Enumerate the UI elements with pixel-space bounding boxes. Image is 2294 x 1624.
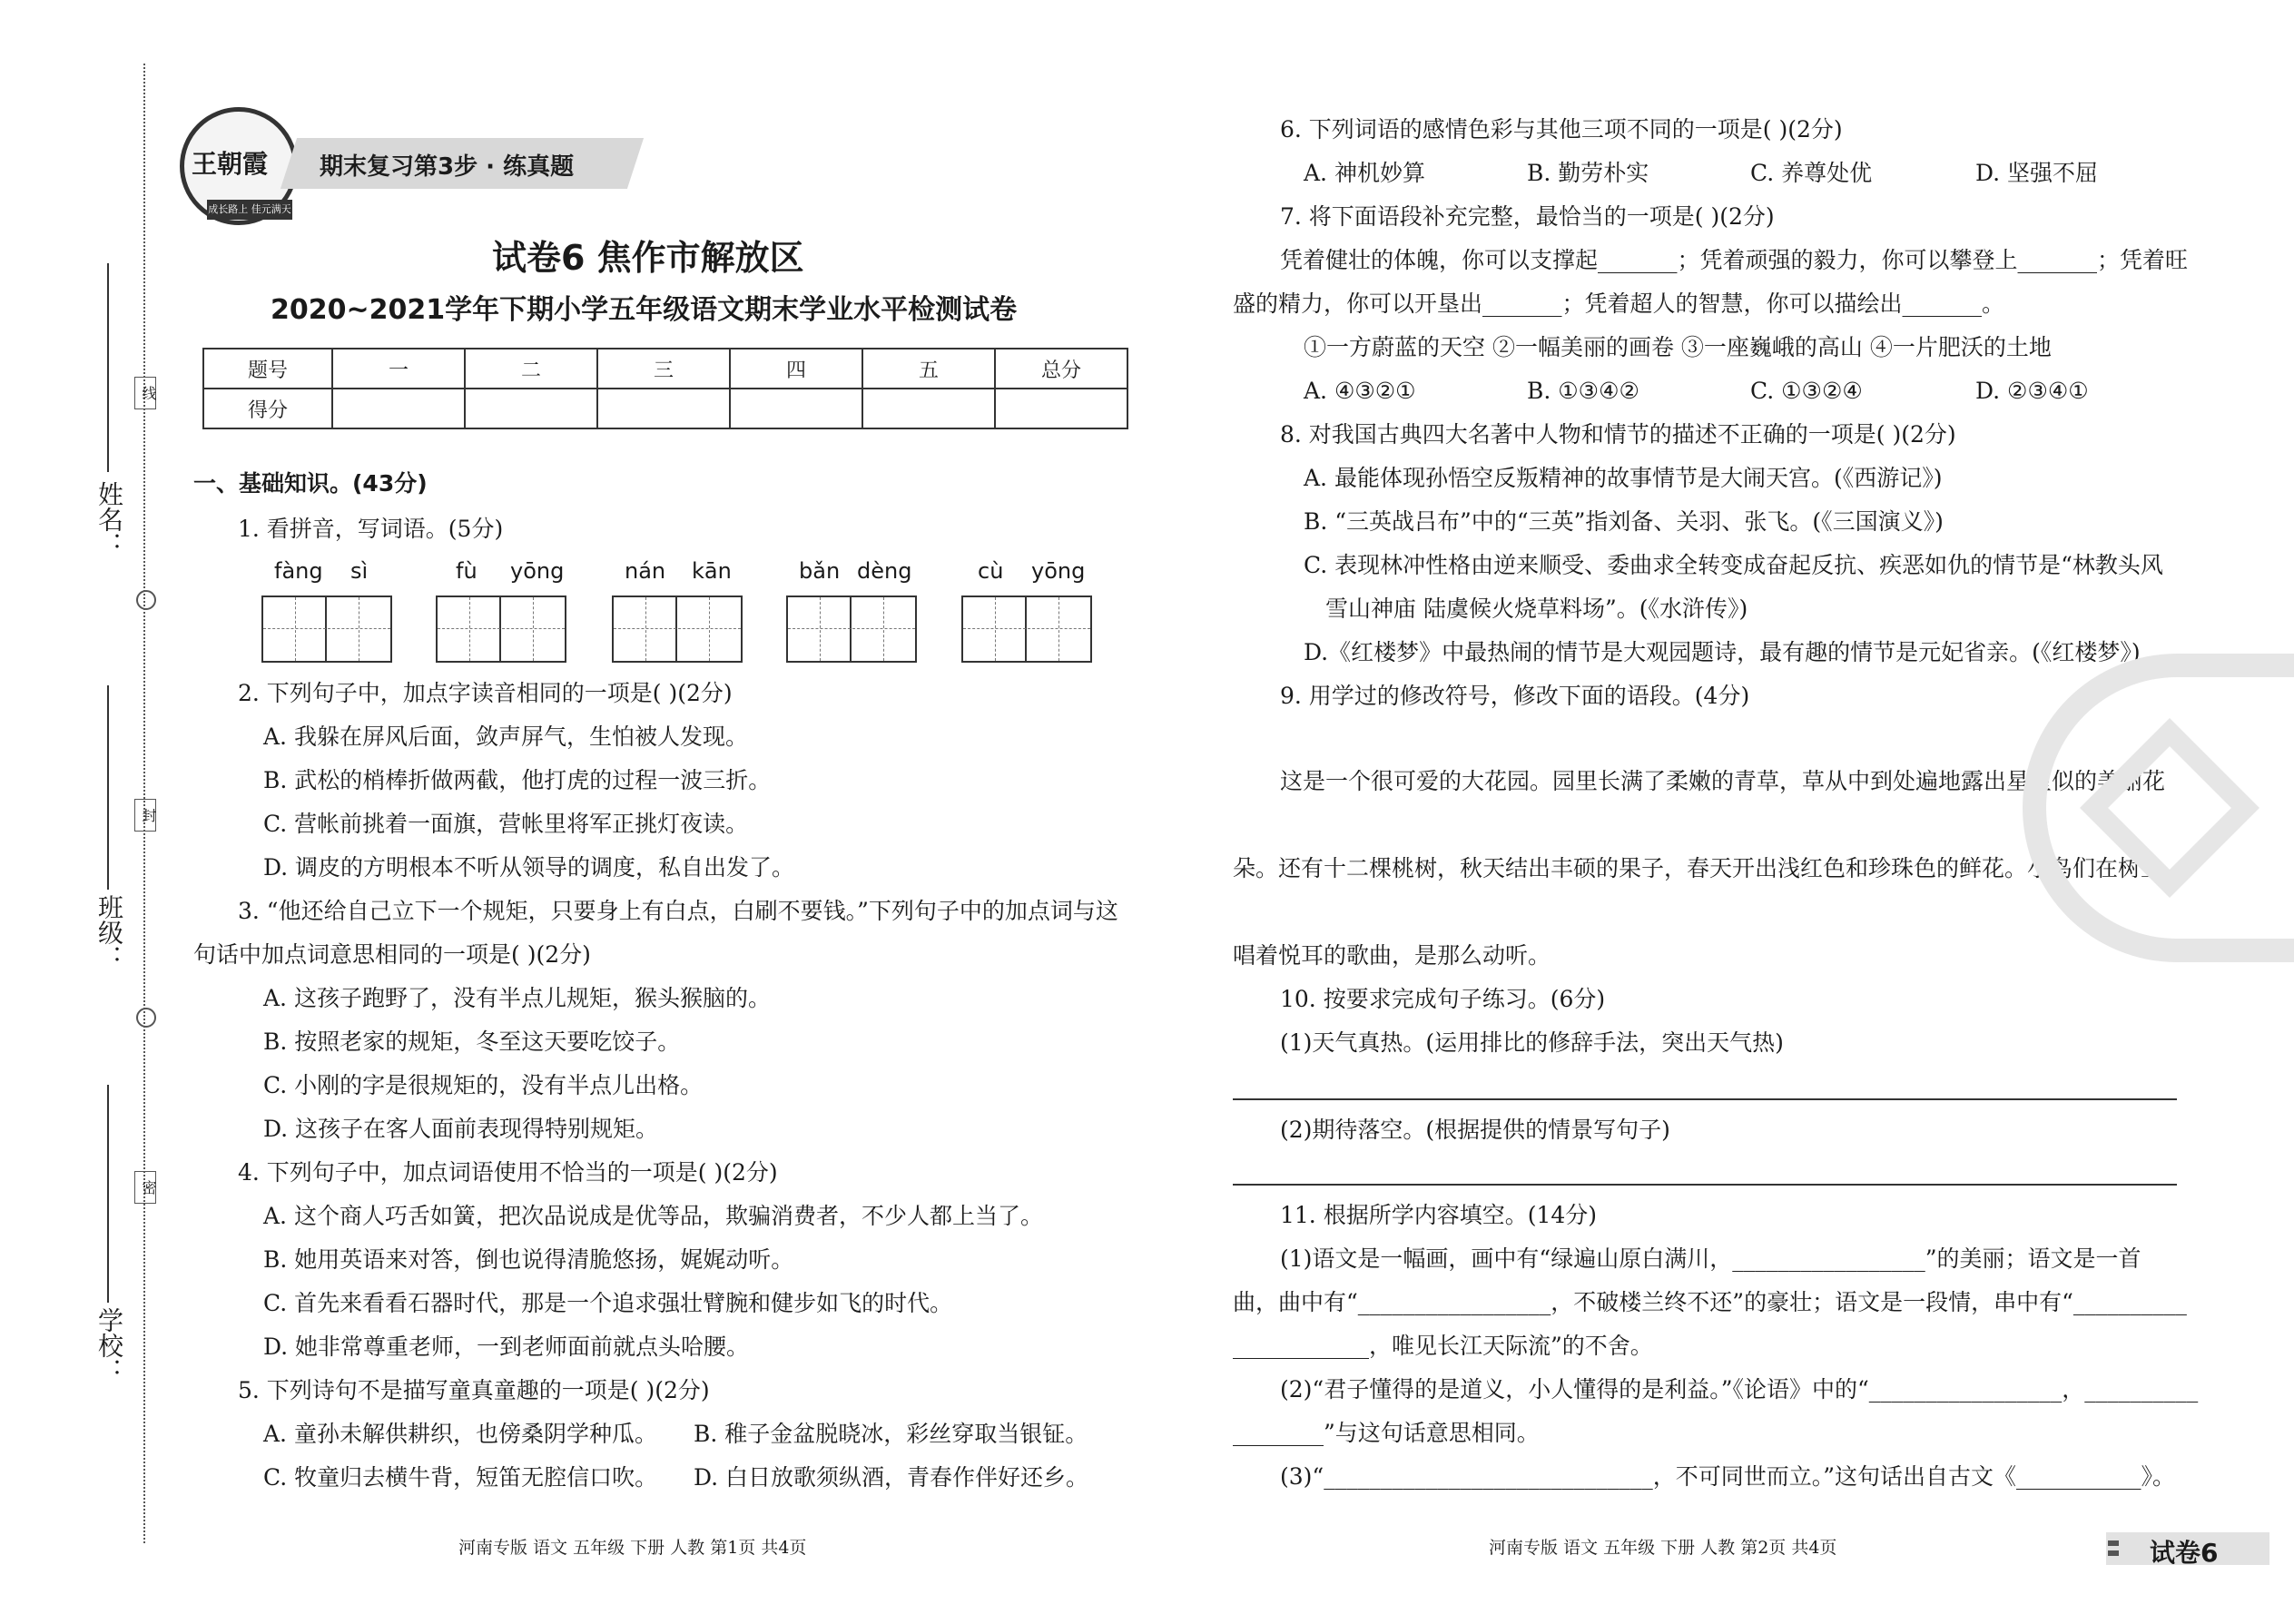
question-7: 7. 将下面语段补充完整，最恰当的一项是( )(2分) xyxy=(1280,203,1775,230)
question-2: 2. 下列句子中，加点字读音相同的一项是( )(2分) xyxy=(238,680,733,706)
option: C. 首先来看看石器时代，那是一个追求强壮臂腕和健步如飞的时代。 xyxy=(263,1290,953,1316)
option: C. 营帐前挑着一面旗，营帐里将军正挑灯夜读。 xyxy=(263,811,749,837)
binding-hole xyxy=(136,1008,156,1028)
paper-tag: 试卷6 xyxy=(2150,1538,2219,1568)
question-3: 3. “他还给自己立下一个规矩，只要身上有白点，白刷不要钱。”下列句子中的加点词与这 xyxy=(238,898,1118,924)
option: B. ①③④② xyxy=(1527,378,1639,404)
option: A. 童孙未解供耕织，也傍桑阴学种瓜。 xyxy=(263,1421,657,1447)
score-table-cell: 二 xyxy=(465,349,597,389)
answer-line[interactable] xyxy=(1233,1098,2177,1100)
pinyin: cù xyxy=(978,558,1004,584)
question-11-2: ________”与这句话意思相同。 xyxy=(1233,1420,1540,1446)
score-input-cell[interactable] xyxy=(730,389,862,428)
question-7-text: 凭着健壮的体魄，你可以支撑起_______；凭着顽强的毅力，你可以攀登上_______；凭着旺 xyxy=(1280,247,2189,273)
question-11-2: (2)“君子懂得的是道义，小人懂得的是利益。”《论语》中的“_________________，__________ xyxy=(1280,1376,2199,1403)
option-cont: 雪山神庙 陆虞候火烧草料场”。(《水浒传》) xyxy=(1325,595,1748,622)
option: C. 养尊处优 xyxy=(1750,160,1873,186)
question-11: 11. 根据所学内容填空。(14分) xyxy=(1280,1202,1598,1228)
binding-mark-mi: 密 xyxy=(134,1171,156,1204)
score-table-cell: 得分 xyxy=(203,389,332,428)
option: C. ①③②④ xyxy=(1750,378,1863,404)
score-table xyxy=(202,348,1128,429)
option: A. 最能体现孙悟空反叛精神的故事情节是大闹天宫。(《西游记》) xyxy=(1304,465,1943,491)
writing-grid[interactable] xyxy=(786,595,917,663)
question-9-passage: 这是一个很可爱的大花园。园里长满了柔嫩的青草，草从中到处遍地露出星星似的美丽花 xyxy=(1280,768,2166,794)
option: C. 表现林冲性格由逆来顺受、委曲求全转变成奋起反抗、疾恶如仇的情节是“林教头风 xyxy=(1304,552,2163,578)
school-label: 学校： xyxy=(94,1307,124,1383)
section-heading: 一、基础知识。(43分) xyxy=(193,470,428,497)
page-title: 试卷6 焦作市解放区 xyxy=(492,238,804,278)
question-5: 5. 下列诗句不是描写童真童趣的一项是( )(2分) xyxy=(238,1377,710,1403)
option: D. 这孩子在客人面前表现得特别规矩。 xyxy=(263,1116,659,1142)
option: D. 调皮的方明根本不听从领导的调度，私自出发了。 xyxy=(263,854,795,881)
page-footer-left: 河南专版 语文 五年级 下册 人教 第1页 共4页 xyxy=(458,1538,807,1558)
option: B. 勤劳朴实 xyxy=(1527,160,1649,186)
option: A. 这个商人巧舌如簧，把次品说成是优等品，欺骗消费者，不少人都上当了。 xyxy=(263,1203,1043,1229)
pinyin: kān xyxy=(692,558,732,584)
pinyin: bǎn xyxy=(799,558,841,584)
class-label: 班级： xyxy=(94,894,124,970)
question-11-3: (3)“_____________________________，不可同世而立。”这句话出自古文《___________》。 xyxy=(1280,1463,2175,1490)
question-7-items: ①一方蔚蓝的天空 ②一幅美丽的画卷 ③一座巍峨的高山 ④一片肥沃的土地 xyxy=(1304,334,2052,360)
pinyin: nán xyxy=(625,558,666,584)
page-footer-right: 河南专版 语文 五年级 下册 人教 第2页 共4页 xyxy=(1489,1538,1837,1558)
score-input-cell[interactable] xyxy=(465,389,597,428)
question-10-2: (2)期待落空。(根据提供的情景写句子) xyxy=(1280,1117,1670,1143)
pinyin: dèng xyxy=(857,558,912,584)
answer-line[interactable] xyxy=(1233,1184,2177,1186)
option: B. 稚子金盆脱晓冰，彩丝穿取当银钲。 xyxy=(694,1421,1088,1447)
option: A. 这孩子跑野了，没有半点儿规矩，猴头猴脑的。 xyxy=(263,985,771,1011)
school-field[interactable] xyxy=(107,1085,109,1303)
option: D. 白日放歌须纵酒，青春作伴好还乡。 xyxy=(694,1464,1089,1491)
pinyin: yōng xyxy=(510,558,565,584)
pinyin: fàng xyxy=(274,558,323,584)
option: A. 我躲在屏风后面，敛声屏气，生怕被人发现。 xyxy=(263,723,748,750)
score-table-score-row xyxy=(203,389,1127,428)
question-7-text: 盛的精力，你可以开垦出_______；凭着超人的智慧，你可以描绘出_______。 xyxy=(1233,290,2005,317)
question-11-1: (1)语文是一幅画，画中有“绿遍山原白满川，_________________”的美丽；语文是一首 xyxy=(1280,1245,2141,1272)
question-1: 1. 看拼音，写词语。(5分) xyxy=(238,516,504,542)
question-3-cont: 句话中加点词意思相同的一项是( )(2分) xyxy=(193,941,591,968)
question-9-passage: 唱着悦耳的歌曲，是那么动听。 xyxy=(1233,942,1551,969)
tag-decoration xyxy=(2108,1550,2119,1556)
score-table-cell: 一 xyxy=(332,349,465,389)
banner-label: 期末复习第3步 · 练真题 xyxy=(320,153,575,181)
writing-grid[interactable] xyxy=(261,595,392,663)
pinyin: fù xyxy=(456,558,478,584)
class-field[interactable] xyxy=(107,685,109,890)
writing-grid[interactable] xyxy=(612,595,743,663)
writing-grid[interactable] xyxy=(436,595,566,663)
question-11-1: 曲，曲中有“_________________，不破楼兰终不还”的豪壮；语文是一段情，串中有“__________ xyxy=(1233,1289,2187,1315)
score-table-cell: 四 xyxy=(730,349,862,389)
tag-decoration xyxy=(2108,1540,2119,1546)
question-9: 9. 用学过的修改符号，修改下面的语段。(4分) xyxy=(1280,683,1750,709)
option: C. 小刚的字是很规矩的，没有半点儿出格。 xyxy=(263,1072,704,1098)
page-subtitle: 2020~2021学年下期小学五年级语文期末学业水平检测试卷 xyxy=(271,294,1018,326)
binding-mark-feng: 封 xyxy=(134,799,156,832)
option: D. 她非常尊重老师，一到老师面前就点头哈腰。 xyxy=(263,1334,750,1360)
score-table-cell: 题号 xyxy=(203,349,332,389)
option: A. 神机妙算 xyxy=(1304,160,1425,186)
writing-grid[interactable] xyxy=(961,595,1092,663)
score-table-header-row xyxy=(203,349,1127,389)
option: B. 按照老家的规矩，冬至这天要吃饺子。 xyxy=(263,1029,681,1055)
option: C. 牧童归去横牛背，短笛无腔信口吹。 xyxy=(263,1464,658,1491)
question-4: 4. 下列句子中，加点词语使用不恰当的一项是( )(2分) xyxy=(238,1159,778,1186)
logo-text: 王朝霞 xyxy=(192,149,269,179)
pinyin: sì xyxy=(350,558,369,584)
question-11-1: ____________，唯见长江天际流”的不舍。 xyxy=(1233,1333,1653,1359)
question-10-1: (1)天气真热。(运用排比的修辞手法，突出天气热) xyxy=(1280,1029,1784,1056)
question-8: 8. 对我国古典四大名著中人物和情节的描述不正确的一项是( )(2分) xyxy=(1280,421,1956,448)
logo-ribbon: 成长路上 佳元满天 xyxy=(207,200,292,220)
option: D. ②③④① xyxy=(1975,378,2089,404)
option: D. 坚强不屈 xyxy=(1975,160,2099,186)
option: B. “三英战吕布”中的“三英”指刘备、关羽、张飞。(《三国演义》) xyxy=(1304,508,1944,535)
binding-mark-xian: 线 xyxy=(134,377,156,409)
question-9-passage: 朵。还有十二棵桃树，秋天结出丰硕的果子，春天开出浅红色和珍珠色的鲜花。小鸟们在树上 xyxy=(1233,855,2164,881)
option: A. ④③②① xyxy=(1304,378,1416,404)
score-input-cell[interactable] xyxy=(332,389,465,428)
binding-hole xyxy=(136,590,156,610)
score-input-cell[interactable] xyxy=(995,389,1127,428)
score-table-cell: 总分 xyxy=(995,349,1127,389)
score-input-cell[interactable] xyxy=(862,389,995,428)
name-label: 姓名： xyxy=(94,481,124,557)
option: D.《红楼梦》中最热闹的情节是大观园题诗，最有趣的情节是元妃省亲。(《红楼梦》) xyxy=(1304,639,2141,665)
question-6: 6. 下列词语的感情色彩与其他三项不同的一项是( )(2分) xyxy=(1280,116,1843,143)
option: B. 武松的梢棒折做两截，他打虎的过程一波三折。 xyxy=(263,767,772,793)
score-table-cell: 五 xyxy=(862,349,995,389)
question-10: 10. 按要求完成句子练习。(6分) xyxy=(1280,986,1606,1012)
name-field[interactable] xyxy=(107,263,109,472)
pinyin: yōng xyxy=(1031,558,1086,584)
score-input-cell[interactable] xyxy=(597,389,730,428)
score-table-cell: 三 xyxy=(597,349,730,389)
option: B. 她用英语来对答，倒也说得清脆悠扬，娓娓动听。 xyxy=(263,1246,794,1273)
